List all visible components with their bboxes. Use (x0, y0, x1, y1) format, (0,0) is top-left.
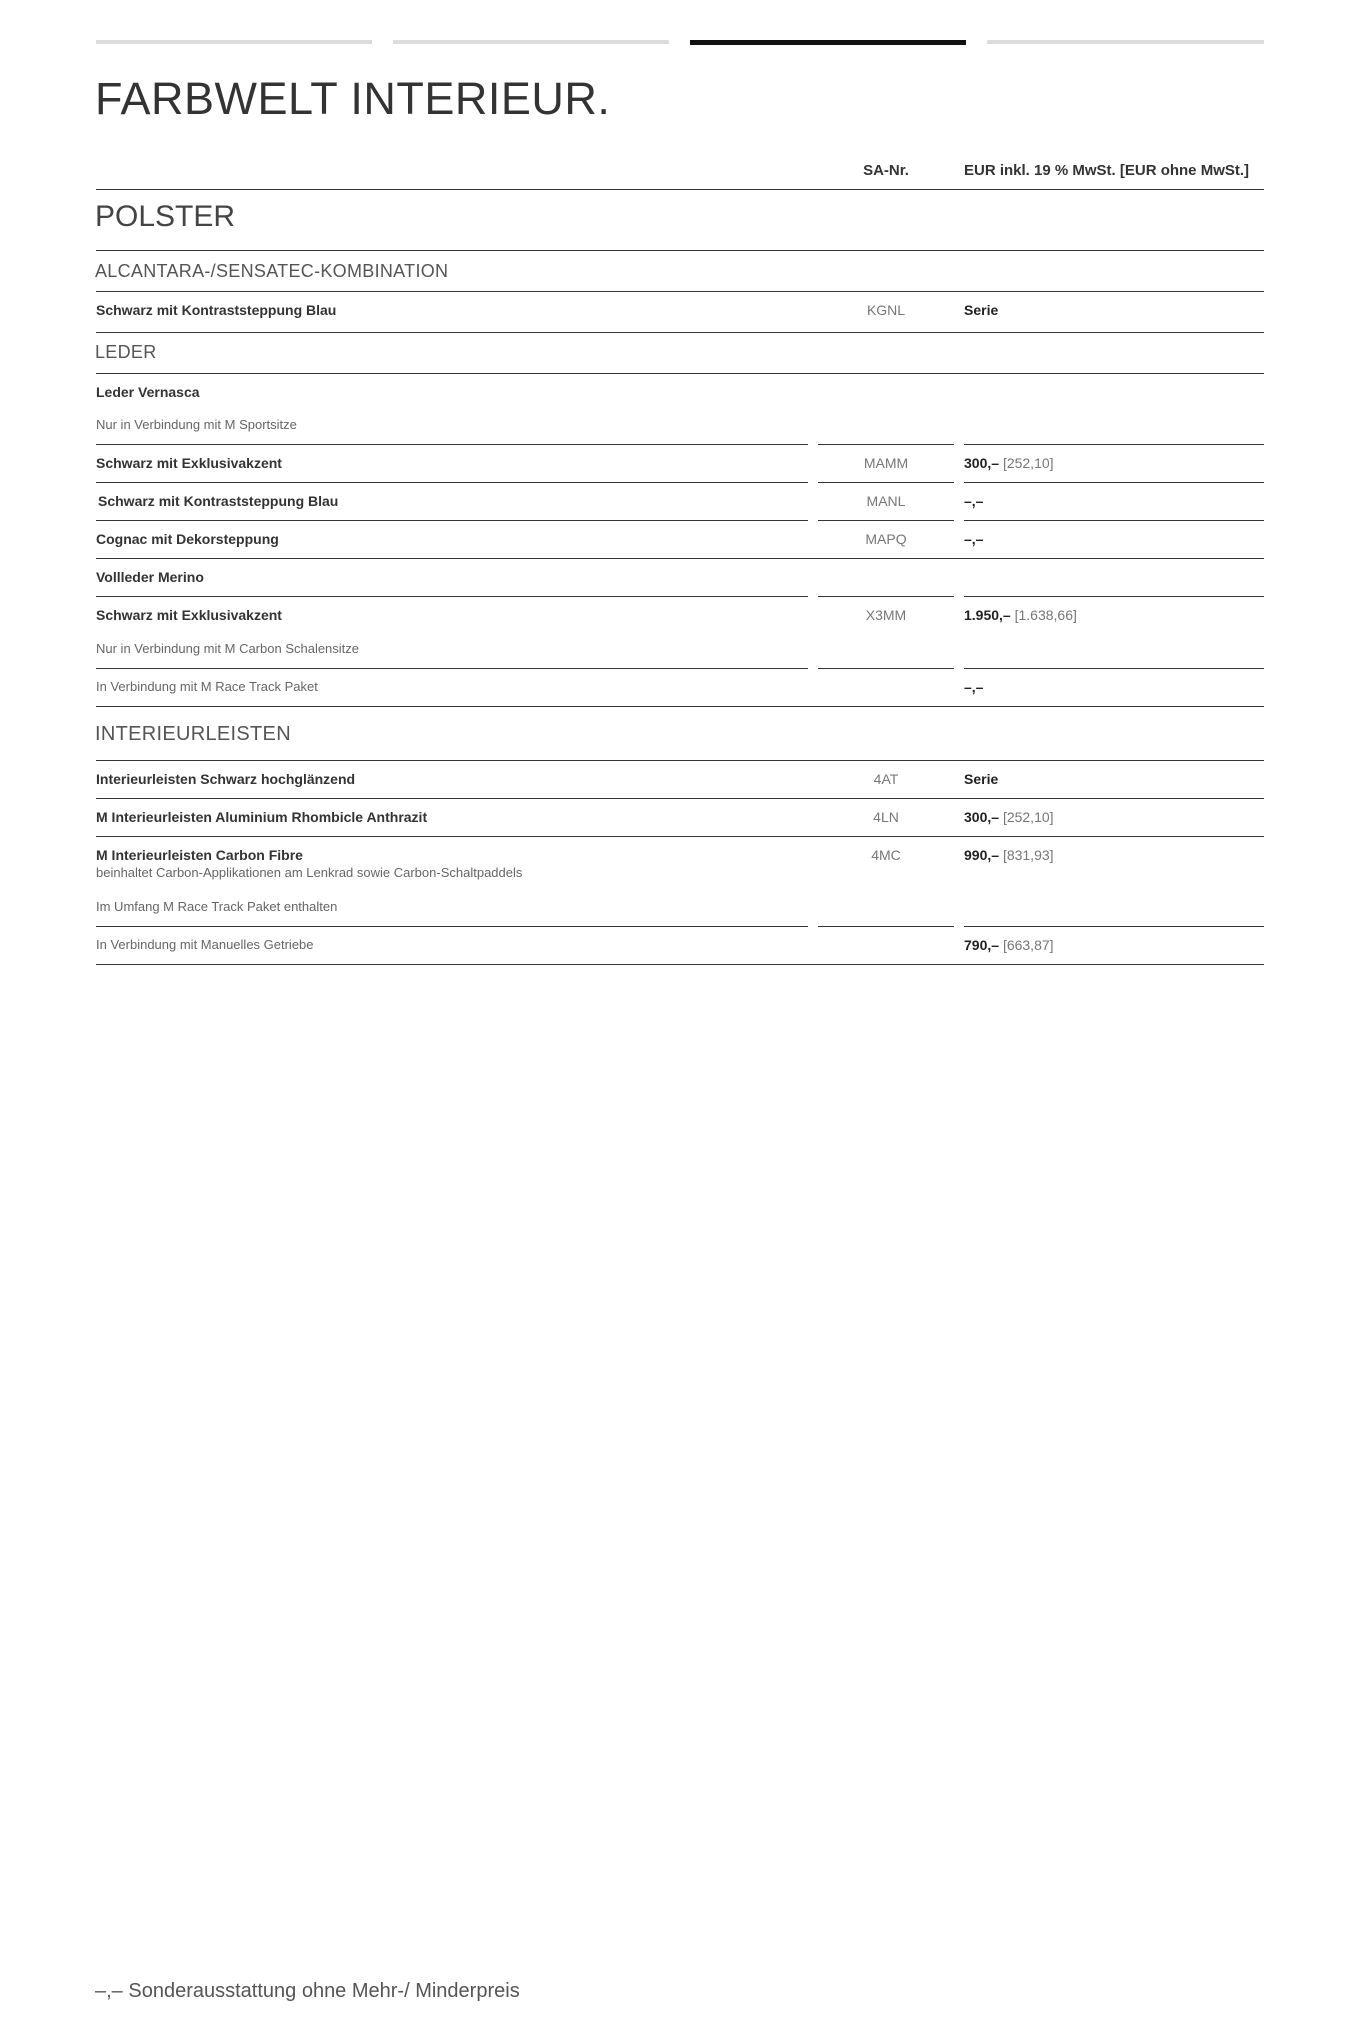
row-description: In Verbindung mit M Race Track Paket (96, 679, 318, 694)
divider (818, 444, 954, 445)
row-description: M Interieurleisten Aluminium Rhombicle Anthrazit (96, 809, 428, 825)
row-description: Interieurleisten Schwarz hochglänzend (96, 771, 356, 787)
row-price-gross: –,– (964, 679, 984, 695)
row-price (964, 455, 1054, 471)
row-subtext: beinhaltet Carbon-Applikationen am Lenkrad sowie Carbon-Schaltpaddels (96, 865, 523, 880)
divider (964, 444, 1264, 445)
divider (96, 596, 808, 597)
column-header-price: EUR inkl. 19 % MwSt. [EUR ohne MwSt.] (964, 162, 1250, 179)
row-price-net: [831,93] (1002, 847, 1054, 863)
divider (964, 520, 1264, 521)
divider (818, 926, 954, 927)
row-sa-number: MAPQ (865, 531, 907, 547)
divider (96, 482, 808, 483)
subsection-title-alcantara: ALCANTARA-/SENSATEC-KOMBINATION (95, 261, 449, 281)
divider (818, 520, 954, 521)
row-description: Schwarz mit Kontraststeppung Blau (98, 493, 339, 509)
divider (96, 926, 808, 927)
row-sa-number: 4AT (873, 771, 899, 787)
row-price-net: [252,10] (1002, 455, 1054, 471)
row-sa-number: MAMM (863, 455, 909, 471)
row-description: Leder Vernasca (96, 384, 200, 400)
row-price-gross: Serie (964, 771, 999, 787)
row-price (964, 493, 983, 509)
row-price (964, 847, 1054, 863)
row-description: Schwarz mit Exklusivakzent (96, 455, 282, 471)
divider (96, 964, 1264, 965)
row-price (964, 771, 998, 787)
progress-segment-3-active (690, 40, 966, 45)
divider (96, 706, 1264, 707)
row-price (964, 302, 998, 318)
row-price-gross: Serie (964, 302, 999, 318)
row-price-gross: 300,– (964, 455, 1000, 471)
row-note: Nur in Verbindung mit M Carbon Schalensitze (96, 641, 360, 656)
column-header-sa-nr: SA-Nr. (863, 162, 909, 179)
row-sa-number: 4LN (873, 809, 899, 825)
row-price-gross: –,– (964, 493, 984, 509)
divider (96, 373, 1264, 374)
row-description: Cognac mit Dekorsteppung (96, 531, 279, 547)
section-title-polster: POLSTER (95, 200, 236, 233)
row-price-net: [663,87] (1002, 937, 1054, 953)
row-sa-number: 4MC (871, 847, 901, 863)
divider (964, 482, 1264, 483)
page-title: FARBWELT INTERIEUR. (95, 73, 611, 124)
divider (96, 332, 1264, 333)
row-price (964, 937, 1054, 953)
divider (964, 596, 1264, 597)
row-description: Schwarz mit Exklusivakzent (96, 607, 282, 623)
row-sa-number: X3MM (865, 607, 907, 623)
row-price-gross: 790,– (964, 937, 1000, 953)
row-description: In Verbindung mit Manuelles Getriebe (96, 937, 314, 952)
divider (96, 668, 808, 669)
divider (96, 189, 1264, 190)
divider (818, 482, 954, 483)
row-price-gross: 1.950,– (964, 607, 1011, 623)
divider (96, 836, 1264, 837)
row-note: Im Umfang M Race Track Paket enthalten (96, 899, 338, 914)
page-progress-indicator (96, 40, 1264, 45)
divider (818, 596, 954, 597)
row-description: M Interieurleisten Carbon Fibre (96, 847, 303, 863)
divider (96, 558, 1264, 559)
divider (964, 668, 1264, 669)
row-price (964, 679, 983, 695)
progress-segment-1 (96, 40, 372, 44)
subsection-title-leder: LEDER (95, 342, 157, 362)
row-price (964, 531, 983, 547)
row-sa-number: KGNL (866, 302, 906, 318)
row-price-gross: 990,– (964, 847, 1000, 863)
progress-segment-4 (987, 40, 1264, 44)
divider (96, 444, 808, 445)
divider (96, 291, 1264, 292)
row-description: Vollleder Merino (96, 569, 204, 585)
row-price (964, 809, 1054, 825)
divider (96, 760, 1264, 761)
divider (818, 668, 954, 669)
row-description: Schwarz mit Kontraststeppung Blau (96, 302, 337, 318)
row-price-gross: 300,– (964, 809, 1000, 825)
row-price-gross: –,– (964, 531, 984, 547)
row-sa-number: MANL (866, 493, 906, 509)
row-price-net: [1.638,66] (1014, 607, 1077, 623)
footer-legend: –,– Sonderausstattung ohne Mehr-/ Minderpreis (95, 1980, 520, 2002)
divider (96, 250, 1264, 251)
divider (96, 798, 1264, 799)
row-price-net: [252,10] (1002, 809, 1054, 825)
divider (96, 520, 808, 521)
row-note: Nur in Verbindung mit M Sportsitze (96, 417, 297, 432)
section-title-interieurleisten: INTERIEURLEISTEN (95, 723, 291, 745)
progress-segment-2 (393, 40, 669, 44)
row-price (964, 607, 1077, 623)
divider (964, 926, 1264, 927)
